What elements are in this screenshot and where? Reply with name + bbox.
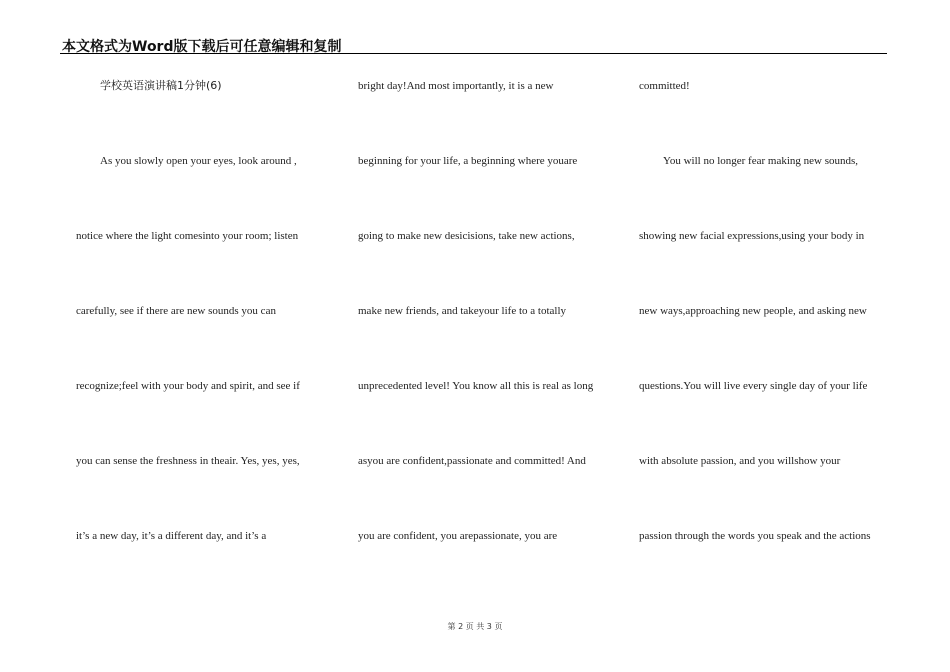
text-column-2 (358, 0, 608, 600)
text-line: You will no longer fear making new sounds, (663, 155, 859, 167)
text-column-1 (76, 0, 316, 600)
text-line: it’s a new day, it’s a different day, and it’s a (76, 530, 267, 542)
text-line: you can sense the freshness in theair. Yes, yes, yes, (76, 455, 300, 467)
page-indicator: 第 2 页 共 3 页 (447, 622, 503, 631)
speech-title: 学校英语演讲稿1分钟(6) (100, 79, 222, 92)
text-line: As you slowly open your eyes, look around , (100, 155, 297, 167)
text-line: showing new facial expressions,using your body in (639, 230, 865, 242)
text-line: new ways,approaching new people, and asking new (639, 305, 867, 317)
text-line: passion through the words you speak and the actions (639, 530, 871, 542)
document-header-title: 本文格式为Word版下载后可任意编辑和复制 (62, 39, 342, 55)
text-line: questions.You will live every single day of your life (639, 380, 868, 392)
text-line: you are confident, you arepassionate, you are (358, 530, 558, 542)
text-line: bright day!And most importantly, it is a new (358, 80, 554, 92)
text-line: going to make new desicisions, take new actions, (358, 230, 575, 242)
text-line: with absolute passion, and you willshow your (639, 455, 841, 467)
text-line: make new friends, and takeyour life to a totally (358, 305, 567, 317)
text-line: recognize;feel with your body and spirit, and see if (76, 380, 300, 392)
text-line: asyou are confident,passionate and committed! And (358, 455, 586, 467)
text-line: notice where the light comesinto your room; listen (76, 230, 299, 242)
text-line: beginning for your life, a beginning where youare (358, 155, 578, 167)
text-line: carefully, see if there are new sounds you can (76, 305, 276, 317)
text-line: unprecedented level! You know all this is real as long (358, 380, 594, 392)
text-column-3 (639, 0, 889, 600)
text-line: committed! (639, 80, 690, 92)
